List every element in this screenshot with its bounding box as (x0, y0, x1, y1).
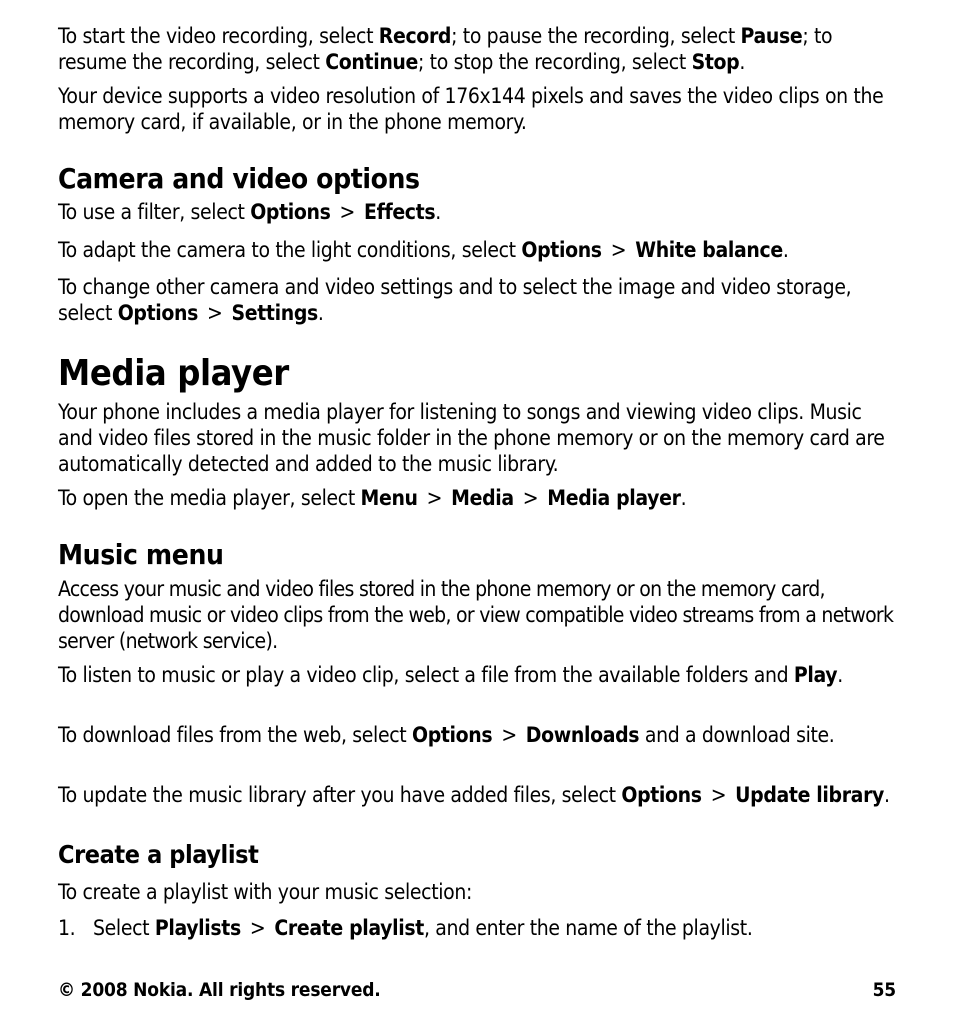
options-term: Options (521, 238, 602, 262)
section-heading: Music menu (58, 538, 224, 571)
paragraph-listen (58, 662, 898, 688)
text: . (317, 301, 324, 325)
menu-separator: > (207, 301, 223, 325)
resolution-text: Your device supports a video resolution of 176x144 pixels and saves the video clips on the memory card, if available, or in the phone memory. (58, 84, 884, 134)
list-item-step-1 (58, 915, 898, 941)
text: To adapt the camera to the light conditions, select (58, 238, 522, 262)
text: , and enter the name of the playlist. (423, 916, 753, 940)
paragraph-playlist-intro (58, 879, 898, 905)
record-term: Record (378, 24, 452, 48)
media-term: Media (451, 486, 514, 510)
menu-separator: > (426, 486, 443, 510)
update-library-term: Update library (735, 783, 884, 807)
footer-page-number: 55 (872, 979, 896, 1001)
music-access-text: Access your music and video files stored in the phone memory or on the memory card, download music or video clips from the web, or view compatible video streams from a network server (network service). (58, 577, 894, 653)
playlists-term: Playlists (154, 916, 241, 940)
media-intro-text: Your phone includes a media player for listening to songs and viewing video clips. Music and video files stored in the music folder in the phone memory or on the memory card are automatically detected and added to the music library. (58, 400, 885, 476)
section-heading: Camera and video options (58, 162, 420, 195)
white-balance-term: White balance (635, 238, 783, 262)
text: Select (93, 916, 155, 940)
play-term: Play (793, 663, 838, 687)
options-term: Options (117, 301, 199, 325)
pause-term: Pause (740, 24, 803, 48)
text: ; to stop the recording, select (418, 50, 692, 74)
text: . (837, 663, 843, 687)
paragraph-resolution (58, 83, 898, 135)
paragraph-media-intro (58, 399, 898, 477)
effects-term: Effects (364, 200, 436, 224)
text: . (782, 238, 789, 262)
menu-separator: > (501, 723, 517, 747)
stop-term: Stop (691, 50, 740, 74)
text: . (680, 486, 687, 510)
paragraph-settings (58, 274, 898, 326)
paragraph-record-controls (58, 23, 898, 75)
menu-term: Menu (360, 486, 418, 510)
text: ; to pause the recording, select (451, 24, 741, 48)
continue-term: Continue (325, 50, 418, 74)
paragraph-download (58, 722, 898, 748)
text: ; to resume the recording, select (58, 24, 833, 74)
text: To open the media player, select (58, 486, 361, 510)
paragraph-music-access (58, 576, 898, 654)
chapter-heading: Media player (58, 353, 289, 394)
text: To start the video recording, select (58, 24, 379, 48)
heading-music-menu (58, 539, 898, 571)
paragraph-filter (58, 199, 898, 225)
text: To change other camera and video settings and to select the image and video storage, select (58, 275, 852, 325)
step-number: 1. (58, 916, 76, 940)
create-playlist-term: Create playlist (274, 916, 424, 940)
downloads-term: Downloads (525, 723, 640, 747)
settings-term: Settings (231, 301, 318, 325)
text: . (739, 50, 745, 74)
paragraph-update-library (58, 782, 898, 808)
text: . (435, 200, 441, 224)
menu-separator: > (339, 200, 356, 224)
text: To download files from the web, select (58, 723, 412, 747)
paragraph-open-media-player (58, 485, 898, 511)
text: To use a filter, select (58, 200, 251, 224)
paragraph-light (58, 237, 898, 263)
options-term: Options (250, 200, 331, 224)
text: and a download site. (639, 723, 835, 747)
options-term: Options (621, 783, 702, 807)
media-player-term: Media player (547, 486, 681, 510)
menu-separator: > (710, 783, 727, 807)
text: To update the music library after you have added files, select (58, 783, 622, 807)
text: To listen to music or play a video clip, select a file from the available folders and (58, 663, 794, 687)
subsection-heading: Create a playlist (58, 840, 259, 869)
heading-media-player (58, 354, 898, 394)
menu-separator: > (249, 916, 266, 940)
options-term: Options (411, 723, 493, 747)
playlist-intro-text: To create a playlist with your music selection: (58, 880, 473, 904)
heading-camera-video-options (58, 163, 898, 195)
menu-separator: > (522, 486, 539, 510)
heading-create-playlist (58, 840, 898, 870)
text: . (884, 783, 890, 807)
menu-separator: > (610, 238, 627, 262)
footer-copyright: © 2008 Nokia. All rights reserved. (58, 979, 381, 1001)
